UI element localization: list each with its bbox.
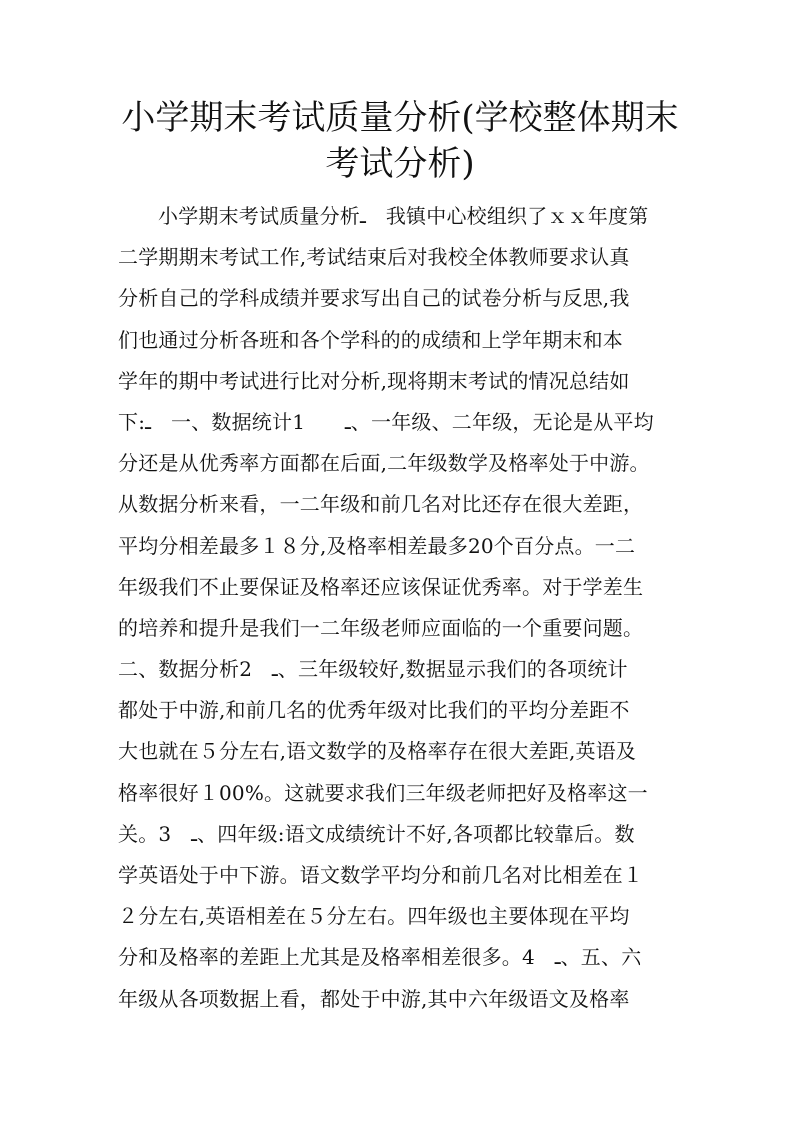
body-line: 们也通过分析各班和各个学科的的成绩和上学年期末和本 xyxy=(118,327,623,352)
body-line: 下:ـ 一、数据统计ـ 1、一年级、二年级，无论是从平均 xyxy=(118,409,654,434)
body-line: 分还是从优秀率方面都在后面,二年级数学及格率处于中游。 xyxy=(118,451,650,476)
body-line: 学年的期中考试进行比对分析,现将期末考试的情况总结如 xyxy=(118,368,630,393)
body-line: 年级从各项数据上看，都处于中游,其中六年级语文及格率 xyxy=(118,986,630,1011)
title-line: 小学期末考试质量分析(学校整体期末 xyxy=(121,98,679,138)
body-line: 从数据分析来看，一二年级和前几名对比还存在很大差距， xyxy=(118,492,644,517)
body-line: 二、数据分析ـ 2、三年级较好,数据显示我们的各项统计 xyxy=(118,657,628,682)
body-line: 年级我们不止要保证及格率还应该保证优秀率。对于学差生 xyxy=(118,574,644,599)
document-body xyxy=(118,196,690,1020)
body-line: 格率很好１00%。这就要求我们三年级老师把好及格率这一 xyxy=(118,780,648,805)
body-line: 大也就在５分左右,语文数学的及格率存在很大差距,英语及 xyxy=(118,739,637,764)
body-line: 的培养和提升是我们一二年级老师应面临的一个重要问题。 xyxy=(118,615,644,640)
body-line: ２分左右,英语相差在５分左右。四年级也主要体现在平均 xyxy=(118,904,630,929)
document-title xyxy=(70,95,730,187)
body-line: 都处于中游,和前几名的优秀年级对比我们的平均分差距不 xyxy=(118,698,630,723)
body-line: 学英语处于中下游。语文数学平均分和前几名对比相差在１ xyxy=(118,863,644,887)
body-line: 平均分相差最多１８分,及格率相差最多20个百分点。一二 xyxy=(118,533,636,558)
body-line: 分析自己的学科成绩并要求写出自己的试卷分析与反思,我 xyxy=(118,286,630,311)
body-line: 小学期末考试质量分析ـ 我镇中心校组织了ｘｘ年度第 xyxy=(158,204,649,228)
title-line: 考试分析) xyxy=(325,144,475,184)
body-line: 二学期期末考试工作,考试结束后对我校全体教师要求认真 xyxy=(118,245,630,270)
body-line: 分和及格率的差距上尤其是及格率相差很多。ـ 4、五、六 xyxy=(118,945,642,970)
body-line: 关。ـ 3、四年级:语文成绩统计不好,各项都比较靠后。数 xyxy=(118,821,635,846)
